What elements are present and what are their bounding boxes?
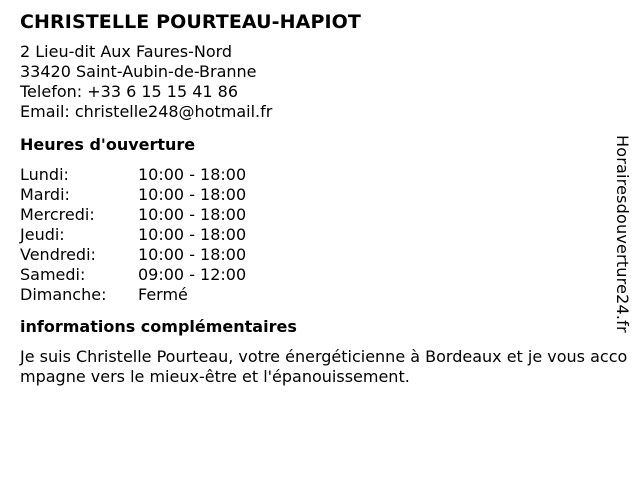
hours-time: 10:00 - 18:00 <box>138 205 247 224</box>
site-watermark: Horairesdouverture24.fr <box>613 135 632 333</box>
info-heading: informations complémentaires <box>20 317 297 336</box>
hours-row-friday <box>20 245 630 265</box>
email-text: Email: christelle248@hotmail.fr <box>20 102 273 121</box>
hours-day: Mercredi: <box>20 205 95 224</box>
hours-table <box>20 165 630 305</box>
hours-day: Jeudi: <box>20 225 65 244</box>
hours-time: 10:00 - 18:00 <box>138 165 247 184</box>
info-description: Je suis Christelle Pourteau, votre énergéticienne à Bordeaux et je vous accompagne vers le mieux-être et l'épanouissement. <box>20 347 628 386</box>
hours-time: 10:00 - 18:00 <box>138 185 247 204</box>
hours-time: 09:00 - 12:00 <box>138 265 247 284</box>
hours-row-tuesday <box>20 185 630 205</box>
hours-day: Vendredi: <box>20 245 96 264</box>
hours-row-wednesday <box>20 205 630 225</box>
hours-time: Fermé <box>138 285 188 304</box>
phone-text: Telefon: +33 6 15 15 41 86 <box>20 82 239 101</box>
hours-day: Dimanche: <box>20 285 107 304</box>
hours-row-thursday <box>20 225 630 245</box>
hours-row-saturday <box>20 265 630 285</box>
hours-day: Samedi: <box>20 265 86 284</box>
address-line-1: 2 Lieu-dit Aux Faures-Nord <box>20 42 233 61</box>
hours-time: 10:00 - 18:00 <box>138 225 247 244</box>
business-name: CHRISTELLE POURTEAU-HAPIOT <box>20 11 361 33</box>
hours-day: Lundi: <box>20 165 69 184</box>
hours-row-monday <box>20 165 630 185</box>
hours-day: Mardi: <box>20 185 70 204</box>
address-line-2: 33420 Saint-Aubin-de-Branne <box>20 62 257 81</box>
hours-time: 10:00 - 18:00 <box>138 245 247 264</box>
hours-row-sunday <box>20 285 630 305</box>
hours-heading: Heures d'ouverture <box>20 135 196 154</box>
business-card <box>20 10 630 387</box>
